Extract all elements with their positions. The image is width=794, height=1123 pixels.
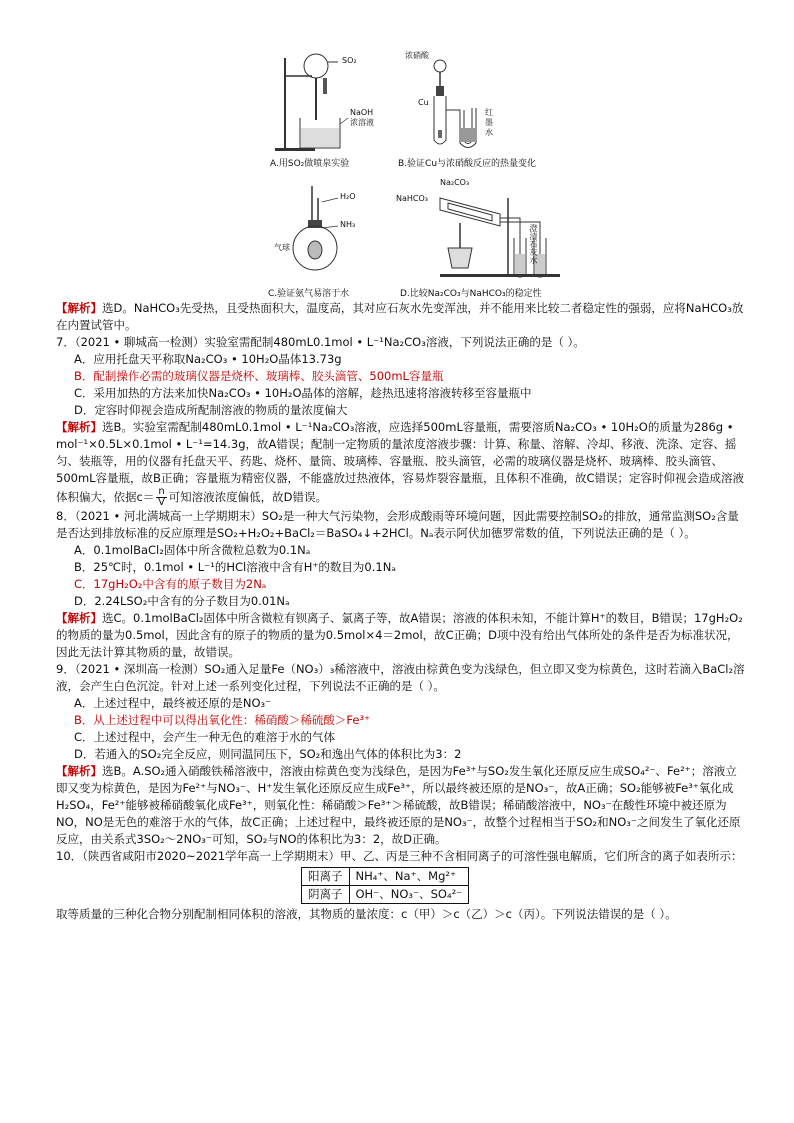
question-9-option-d: D．若通入的SO₂完全反应，则同温同压下，SO₂和逸出气体的体积比为3：2: [74, 747, 462, 761]
fraction-n-over-v: [156, 487, 166, 508]
figure-c-balloon-label: 气球: [274, 243, 290, 252]
question-7-option-b: B．配制操作必需的玻璃仪器是烧杯、玻璃棒、胶头滴管、500mL容量瓶: [74, 369, 444, 383]
question-8-option-b: B．25℃时，0.1mol • L⁻¹的HCl溶液中含有H⁺的数目为0.1Nₐ: [74, 560, 396, 574]
figure-a-gas-label: SO₂: [342, 56, 357, 65]
table-row: [302, 886, 469, 904]
question-9-option-b: B．从上述过程中可以得出氧化性：稀硝酸＞稀硫酸＞Fe³⁺: [74, 713, 371, 727]
table-head-cell: 阴离子: [302, 886, 350, 904]
analysis-text: 选C。0.1molBaCl₂固体中所含微粒有钡离子、氯离子等，故A错误；溶液的体积未知，不能计算H⁺的数目，B错误；17gH₂O₂的物质的量为0.5mol，因此含有的原子的物质的量为0.5mol×4＝2mol，故C正确；D项中没有给出气体所处的条件是否为标准状况，因此无法计算其物质的量，故错误。: [56, 611, 743, 659]
document-body: [56, 300, 746, 923]
figure-a-drawing: [250, 48, 400, 153]
figure-c-h2o-label: H₂O: [340, 192, 356, 201]
figure-c-nh3-label: NH₃: [340, 220, 356, 229]
figure-b-acid-label: 浓硝酸: [405, 51, 429, 60]
ion-table: [301, 867, 469, 904]
question-8-option-c: C．17gH₂O₂中含有的原子数目为2Nₐ: [74, 577, 267, 591]
table-cell: OH⁻、NO₃⁻、SO₄²⁻: [349, 886, 469, 904]
figure-d-limewater-label: 澄清石灰水: [529, 224, 538, 264]
question-8-option-d: D．2.24LSO₂中含有的分子数目为0.01Nₐ: [74, 594, 290, 608]
figure-d-na2co3-label: Na₂CO₃: [440, 178, 470, 187]
fraction-numerator: n: [158, 486, 165, 497]
analysis-tag: 【解析】: [56, 611, 102, 625]
question-9-analysis: [56, 763, 746, 848]
figure-grid: [240, 48, 560, 300]
table-head-cell: 阳离子: [302, 868, 350, 886]
table-cell: NH₄⁺、Na⁺、Mg²⁺: [349, 868, 469, 886]
figure-b: [400, 48, 560, 168]
table-row: [302, 868, 469, 886]
question-10-stem: 10．（陕西省咸阳市2020~2021学年高一上学期期末）甲、乙、丙是三种不含相同离子的可溶性强电解质，它们所含的离子如表所示：: [56, 849, 743, 863]
figure-b-metal-label: Cu: [418, 98, 429, 107]
figure-b-water-label: 红 墨 水: [485, 108, 493, 137]
figure-c: [250, 178, 400, 300]
question-8-stem: 8．（2021 • 河北满城高一上学期期末）SO₂是一种大气污染物，会形成酸雨等环境问题，因此需要控制SO₂的排放，通常监测SO₂含量是否达到排放标准的反应原理是SO₂+H₂O₂+BaCl₂＝BaSO₄↓+2HCl。Nₐ表示阿伏加德罗常数的值，下列说法正确的是（ ）。: [56, 509, 739, 540]
analysis-tag: 【解析】: [56, 764, 102, 778]
question-9-option-c: C．上述过程中，会产生一种无色的难溶于水的气体: [74, 730, 336, 744]
question-8-option-a: A．0.1molBaCl₂固体中所含微粒总数为0.1Nₐ: [74, 543, 311, 557]
question-7-option-a: A．应用托盘天平称取Na₂CO₃ • 10H₂O晶体13.73g: [74, 352, 342, 366]
analysis-tag: 【解析】: [56, 420, 102, 434]
question-7-stem: 7．（2021 • 聊城高一检测）实验室需配制480mL0.1mol • L⁻¹Na₂CO₃溶液，下列说法正确的是（ ）。: [56, 335, 585, 349]
question-7-option-c: C．采用加热的方法来加快Na₂CO₃ • 10H₂O晶体的溶解，趁热迅速将溶液转移至容量瓶中: [74, 386, 532, 400]
question-9-stem: 9．（2021 • 深圳高一检测）SO₂通入足量Fe（NO₃）₃稀溶液中，溶液由棕黄色变为浅绿色，但立即又变为棕黄色，这时若滴入BaCl₂溶液，会产生白色沉淀。针对上述一系列变化过程，下列说法不正确的是（ ）。: [56, 662, 745, 693]
analysis-text-2: 可知溶液浓度偏低，故D错误。: [168, 490, 328, 504]
analysis-text: 选B。A.SO₂通入硝酸铁稀溶液中，溶液由棕黄色变为浅绿色，是因为Fe³⁺与SO₂发生氧化还原反应生成SO₄²⁻、Fe²⁺；溶液立即又变为棕黄色，是因为Fe²⁺与NO₃⁻、H⁺发生氧化还原反应生成Fe³⁺，所以最终被还原的是NO₃⁻，故A正确；SO₂能够被Fe³⁺氧化成H₂SO₄，Fe²⁺能够被稀硝酸氧化成Fe³⁺，则氧化性：稀硝酸＞Fe³⁺＞稀硫酸，故B错误；稀硝酸溶液中，NO₃⁻在酸性环境中被还原为NO，NO是无色的难溶于水的气体，故C正确；上述过程中，最终被还原的是NO₃⁻，故整个过程相当于SO₂和NO₃⁻之间发生了氧化还原反应，由关系式3SO₂～2NO₃⁻可知，SO₂与NO的体积比为3：2，故D正确。: [56, 764, 741, 846]
analysis-text: 选D。NaHCO₃先受热，且受热面积大，温度高，其对应石灰水先变浑浊，并不能用来比较二者稳定性的强弱，应将NaHCO₃放在内置试管中。: [56, 301, 744, 332]
figure-d-nahco3-label: NaHCO₃: [396, 194, 428, 203]
question-8-analysis: [56, 610, 746, 661]
figure-c-drawing: [250, 178, 400, 283]
figure-c-caption: C.验证氨气易溶于水: [268, 289, 350, 299]
figure-a: [250, 48, 400, 168]
analysis-tag: 【解析】: [56, 301, 102, 315]
figure-a-solution-label: NaOH 浓溶液: [350, 108, 374, 127]
fraction-denominator: V: [158, 497, 165, 508]
figure-d-caption: D.比较Na₂CO₃与NaHCO₃的稳定性: [400, 289, 542, 299]
figure-b-caption: B.验证Cu与浓硝酸反应的热量变化: [398, 159, 537, 169]
analysis-text-1: 选B。实验室需配制480mL0.1mol • L⁻¹Na₂CO₃溶液，应选择500mL容量瓶，需要溶质Na₂CO₃ • 10H₂O的质量为286g • mol⁻¹×0.5L×0.1mol • L⁻¹=14.3g，故A错误；配制一定物质的量浓度溶液步骤：计算、称量、溶解、冷却、移液、洗涤、定容、摇匀、装瓶等，用的仪器有托盘天平、药匙、烧杯、量筒、玻璃棒、容量瓶、胶头滴管，必需的玻璃仪器是烧杯、玻璃棒、胶头滴管、500mL容量瓶，故B正确；容量瓶为精密仪器，不能盛放过热液体，容易炸裂容量瓶，且体积不准确，故C错误；定容时仰视会造成溶液体积偏大，依据c＝: [56, 420, 744, 504]
figure-d: [396, 178, 560, 300]
question-9-option-a: A．上述过程中，最终被还原的是NO₃⁻: [74, 696, 272, 710]
question-7-analysis: [56, 419, 746, 508]
question-7-option-d: D．定容时仰视会造成所配制溶液的物质的量浓度偏大: [74, 403, 348, 417]
figure-a-caption: A.用SO₂做喷泉实验: [270, 159, 350, 169]
analysis-previous: [56, 300, 746, 334]
question-10-tail: 取等质量的三种化合物分别配制相同体积的溶液，其物质的量浓度：c（甲）＞c（乙）＞c（丙）。下列说法错误的是（ ）。: [56, 907, 677, 921]
